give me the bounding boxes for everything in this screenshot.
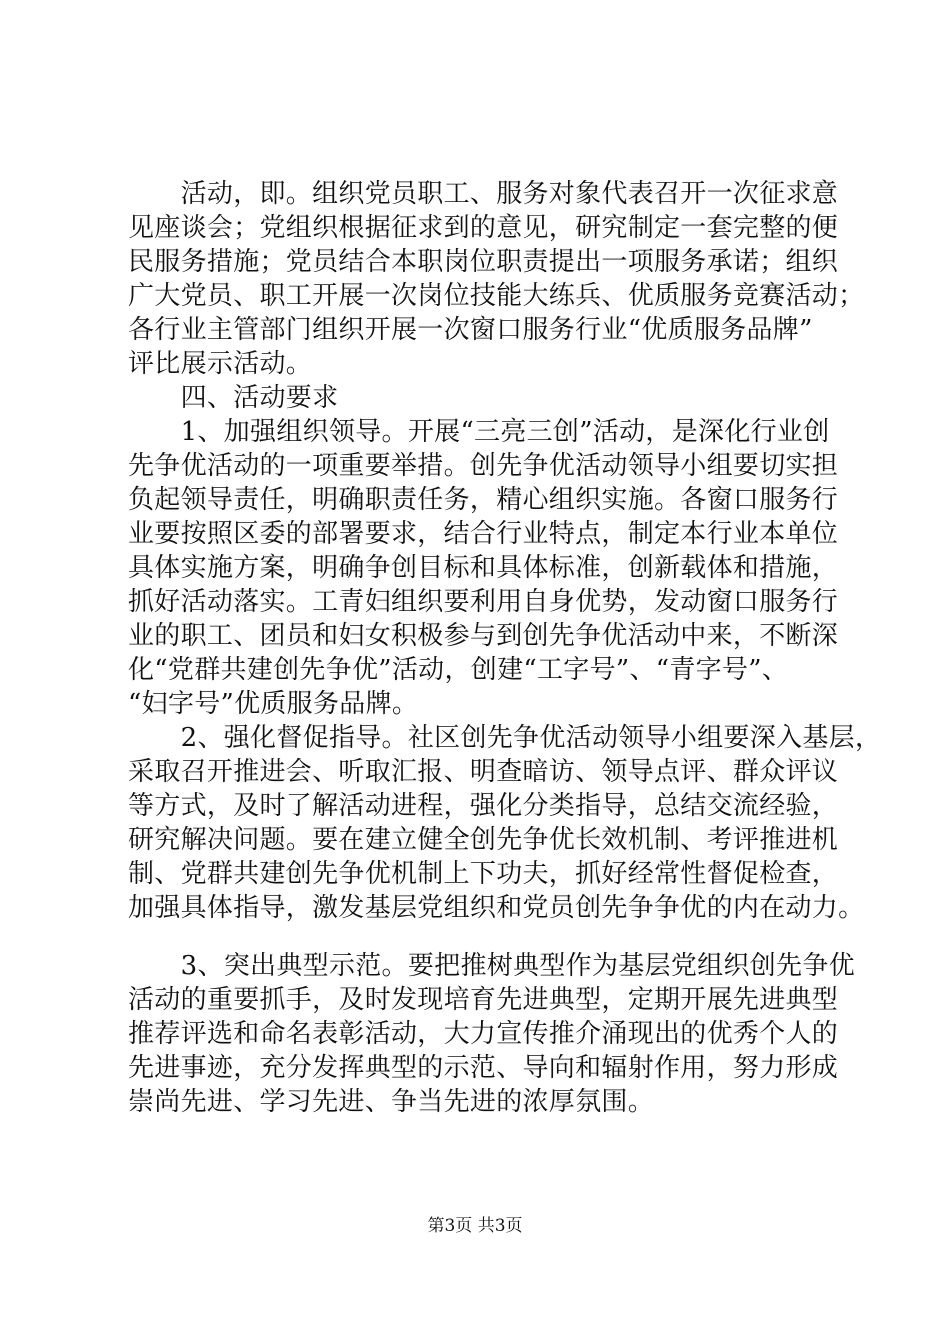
text-line: 3、突出典型示范。要把推树典型作为基层党组织创先争优	[128, 951, 855, 981]
text-line: 广大党员、职工开展一次岗位技能大练兵、优质服务竞赛活动；	[128, 281, 865, 311]
text-line: 1、加强组织领导。开展“三亮三创”活动，是深化行业创	[128, 417, 830, 447]
section-heading: 四、活动要求	[128, 383, 339, 413]
text-line: 先争优活动的一项重要举措。创先争优活动领导小组要切实担	[128, 451, 839, 481]
text-line: 先进事迹，充分发挥典型的示范、导向和辐射作用，努力形成	[128, 1053, 839, 1083]
text-line: 负起领导责任，明确职责任务，精心组织实施。各窗口服务行	[128, 485, 839, 515]
text-line: 2、强化督促指导。社区创先争优活动领导小组要深入基层，	[128, 723, 882, 753]
text-line: 各行业主管部门组织开展一次窗口服务行业“优质服务品牌”	[128, 315, 813, 345]
text-line: 化“党群共建创先争优”活动，创建“工字号”、“青字号”、	[128, 655, 789, 685]
text-line: 评比展示活动。	[128, 349, 313, 379]
text-line: 活动，即。组织党员职工、服务对象代表召开一次征求意	[128, 179, 839, 209]
text-line: 等方式，及时了解活动进程，强化分类指导，总结交流经验，	[128, 791, 839, 821]
text-line: 业的职工、团员和妇女积极参与到创先争优活动中来，不断深	[128, 621, 839, 651]
text-line: 业要按照区委的部署要求，结合行业特点，制定本行业本单位	[128, 519, 839, 549]
page-number-footer: 第3页 共3页	[427, 1216, 523, 1236]
text-line: 崇尚先进、学习先进、争当先进的浓厚氛围。	[128, 1087, 655, 1117]
text-line: 加强具体指导，激发基层党组织和党员创先争争优的内在动力。	[128, 893, 865, 923]
text-line: 活动的重要抓手，及时发现培育先进典型，定期开展先进典型	[128, 985, 839, 1015]
text-line: 制、党群共建创先争优机制上下功夫，抓好经常性督促检查，	[128, 859, 839, 889]
text-line: 民服务措施；党员结合本职岗位职责提出一项服务承诺；组织	[128, 247, 839, 277]
text-line: 研究解决问题。要在建立健全创先争优长效机制、考评推进机	[128, 825, 839, 855]
text-line: 见座谈会；党组织根据征求到的意见，研究制定一套完整的便	[128, 213, 839, 243]
text-line: 采取召开推进会、听取汇报、明查暗访、领导点评、群众评议	[128, 757, 839, 787]
text-line: 具体实施方案，明确争创目标和具体标准，创新载体和措施，	[128, 553, 839, 583]
text-line: “妇字号”优质服务品牌。	[128, 689, 419, 719]
text-line: 抓好活动落实。工青妇组织要利用自身优势，发动窗口服务行	[128, 587, 839, 617]
text-line: 推荐评选和命名表彰活动，大力宣传推介涌现出的优秀个人的	[128, 1019, 839, 1049]
